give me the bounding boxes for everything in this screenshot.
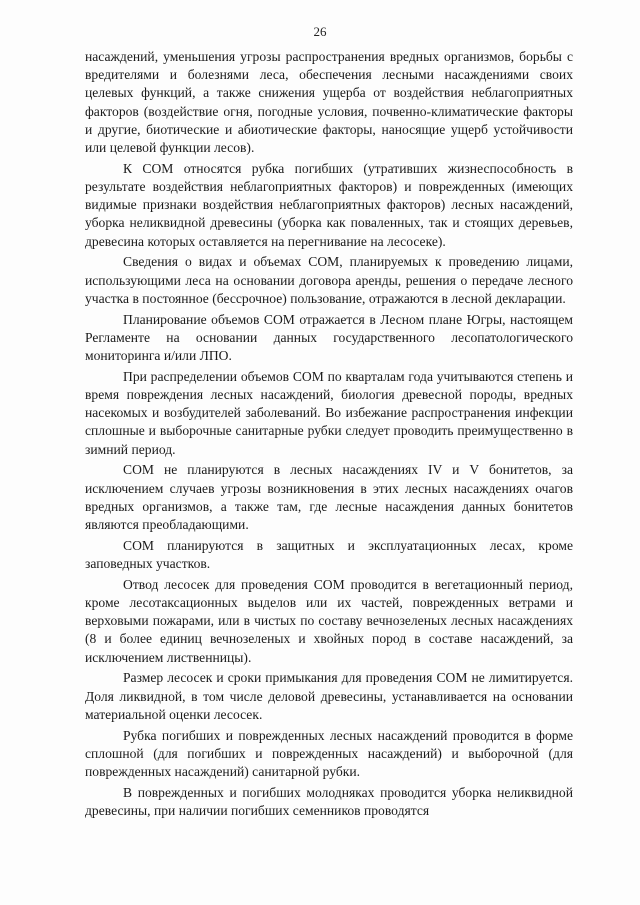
paragraph-continuation: насаждений, уменьшения угрозы распространения вредных организмов, борьбы с вредителями и болезнями леса, обеспечения лесными насаждениями своих целевых функций, а также снижения ущерба от воздействия неблагоприятных факторов (воздействие огня, погодные условия, почвенно-климатические факторы и другие, биотические и абиотические факторы, наносящие ущерб устойчивости или целевой функции лесов). [85,49,573,156]
document-body [85,48,573,823]
paragraph: Сведения о видах и объемах СОМ, планируемых к проведению лицами, использующими леса на основании договора аренды, решения о передаче лесного участка в постоянное (бессрочное) пользование, отражаются в лесной декларации. [85,254,573,306]
paragraph: К СОМ относятся рубка погибших (утративших жизнеспособность в результате воздействия неблагоприятных факторов) и поврежденных (имеющих видимые признаки воздействия неблагоприятных факторов) лесных насаждений, уборка неликвидной древесины (уборка как поваленных, так и стоящих деревьев, древесина которых оставляется на перегнивание на лесосеке). [85,160,573,249]
paragraph: Рубка погибших и поврежденных лесных насаждений проводится в форме сплошной (для погибших и поврежденных насаждений) и выборочной (для поврежденных насаждений) санитарной рубки. [85,727,573,780]
paragraph: Планирование объемов СОМ отражается в Лесном плане Югры, настоящем Регламенте на основании данных государственного лесопатологического мониторинга и/или ЛПО. [85,311,573,364]
paragraph: В поврежденных и погибших молодняках проводится уборка неликвидной древесины, при наличии погибших семенников проводятся [85,784,573,819]
paragraph: СОМ планируются в защитных и эксплуатационных лесах, кроме заповедных участков. [85,537,573,572]
paragraph: СОМ не планируются в лесных насаждениях IV и V бонитетов, за исключением случаев угрозы возникновения в этих лесных насаждениях очагов вредных организмов, а также там, где лесные насаждения данных бонитетов являются преобладающими. [85,462,573,533]
paragraph: Размер лесосек и сроки примыкания для проведения СОМ не лимитируется. Доля ликвидной, в том числе деловой древесины, устанавливается на основании материальной оценки лесосек. [85,670,573,722]
paragraph: Отвод лесосек для проведения СОМ проводится в вегетационный период, кроме лесотаксационных выделов или их частей, поврежденных ветрами и верховыми пожарами, или в чистых по составу вечнозеленых лесных насаждениях (8 и более единиц вечнозеленых и хвойных пород в составе насаждений, за исключением лиственницы). [85,576,573,665]
page-number: 26 [313,24,327,39]
paragraph: При распределении объемов СОМ по кварталам года учитываются степень и время повреждения лесных насаждений, биология древесной породы, вредных насекомых и возбудителей заболеваний. Во избежание распространения инфекции сплошные и выборочные санитарные рубки следует проводить преимущественно в зимний период. [85,368,573,457]
